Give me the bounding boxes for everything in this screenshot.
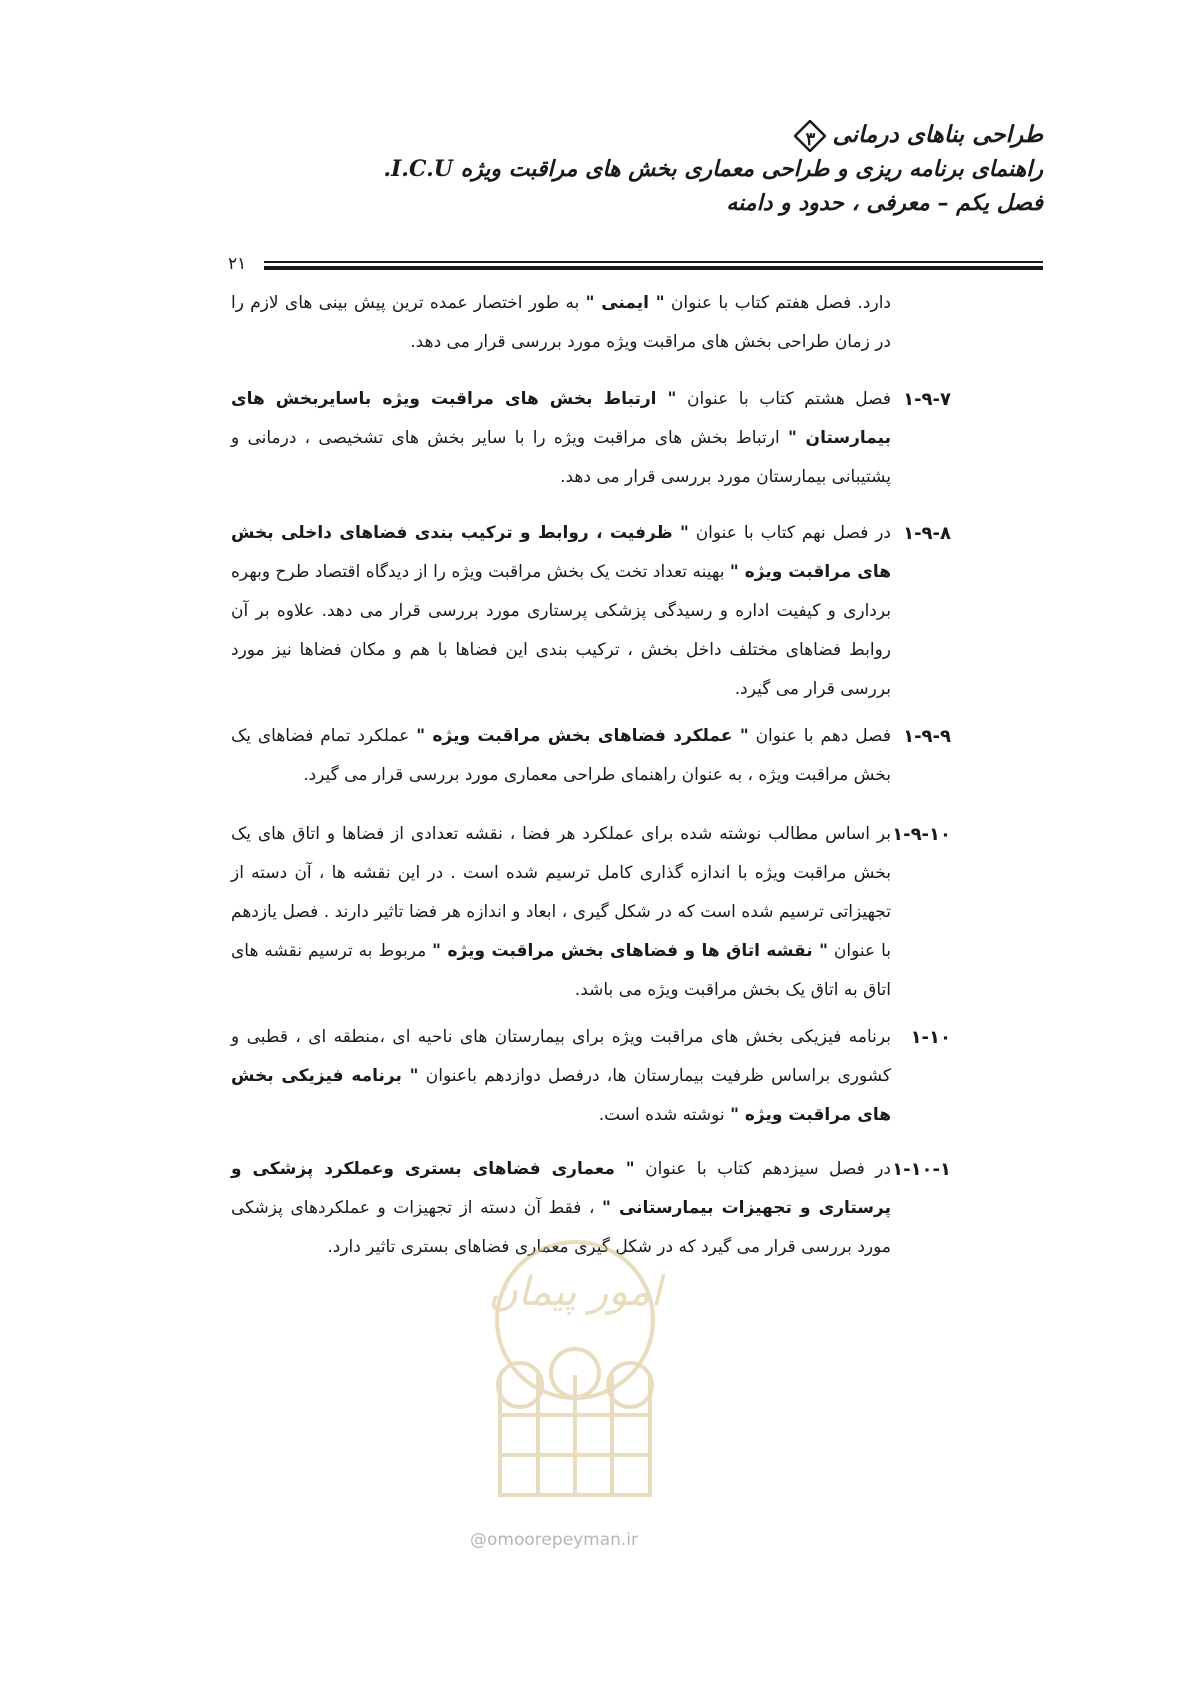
section-number: ۱-۹-۷ xyxy=(903,389,951,410)
watermark-logo xyxy=(460,1225,690,1515)
paragraph-section xyxy=(231,514,891,709)
bold-title-segment: " ظرفیت ، روابط و ترکیب بندی فضاهای داخلی بخش های مراقبت ویژه " xyxy=(231,523,892,582)
text-segment: بهینه تعداد تخت یک بخش مراقبت ویژه را از دیدگاه اقتصاد طرح وبهره برداری و کیفیت اداره و رسیدگی پزشکی پرستاری مورد بررسی قرار می دهد. علاوه بر آن روابط فضاهای مختلف داخل بخش ، ترکیب بندی این فضاها با هم و مکان فضاها نیز مورد بررسی قرار می گیرد. xyxy=(231,562,891,699)
bold-title-segment: " معماری فضاهای بستری وعملکرد پزشکی و پرستاری و تجهیزات بیمارستانی " xyxy=(231,1159,891,1218)
paragraph-section xyxy=(231,815,891,1010)
text-segment: مربوط به ترسیم نقشه های اتاق به اتاق یک بخش مراقبت ویژه می باشد. xyxy=(231,941,891,1000)
volume-number: ۳ xyxy=(805,129,816,150)
text-segment: به طور اختصار عمده ترین پیش بینی های لازم را در زمان طراحی بخش های مراقبت ویژه مورد بررسی قرار می دهد. xyxy=(231,293,891,352)
chapter-title: معرفی ، حدود و دامنه xyxy=(726,190,930,216)
series-title-line xyxy=(383,118,1043,152)
chapter-dash: – xyxy=(929,190,949,216)
text-segment: ، فقط آن دسته از تجهیزات و عملکردهای پزشکی مورد بررسی قرار می گیرد که در شکل گیری معماری فضاهای بستری تاثیر دارد. xyxy=(231,1198,891,1257)
text-segment: فصل دهم با عنوان xyxy=(748,726,891,746)
paragraph-section xyxy=(231,380,891,497)
text-segment: ارتباط بخش های مراقبت ویژه را با سایر بخش های تشخیصی ، درمانی و پشتیبانی بیمارستان مورد بررسی قرار می دهد. xyxy=(231,428,891,487)
chapter-label: فصل یکم xyxy=(956,190,1043,216)
section-number: ۱-۱۰ xyxy=(910,1027,951,1048)
section-number: ۱-۹-۱۰ xyxy=(892,824,951,845)
bold-title-segment: " عملکرد فضاهای بخش مراقبت ویژه " xyxy=(416,726,749,746)
bold-title-segment: " ایمنی " xyxy=(585,293,665,313)
volume-diamond-badge xyxy=(794,120,826,152)
section-number: ۱-۱۰-۱ xyxy=(892,1159,951,1180)
text-segment: فصل هشتم کتاب با عنوان xyxy=(676,389,892,409)
text-segment: در فصل سیزدهم کتاب با عنوان xyxy=(634,1159,891,1179)
text-segment: در فصل نهم کتاب با عنوان xyxy=(688,523,891,543)
watermark-site: @omoorepeyman.ir xyxy=(470,1530,639,1550)
bold-title-segment: " برنامه فیزیکی بخش های مراقبت ویژه " xyxy=(231,1066,891,1125)
paragraph-section xyxy=(231,1018,891,1135)
text-segment: بر اساس مطالب نوشته شده برای عملکرد هر فضا ، نقشه تعدادی از فضاها و اتاق های یک بخش مراقبت ویژه با اندازه گذاری کامل ترسیم شده است . در این نقشه ها ، آن دسته از تجهیزاتی ترسیم شده است که در شکل گیری ، ابعاد و اندازه هر فضا تاثیر دارند . فصل یازدهم با عنوان xyxy=(231,824,892,961)
running-header xyxy=(383,118,1043,220)
section-number: ۱-۹-۹ xyxy=(903,726,951,747)
text-segment: نوشته شده است. xyxy=(598,1105,731,1125)
rule-thin xyxy=(264,261,1043,263)
watermark-logo-text: امور پیمان xyxy=(488,1269,662,1315)
bold-title-segment: " ارتباط بخش های مراقبت ویژه باسایربخش های بیمارستان " xyxy=(231,389,891,448)
section-number: ۱-۹-۸ xyxy=(903,523,951,544)
paragraph-intro xyxy=(231,284,891,362)
text-segment: عملکرد تمام فضاهای یک بخش مراقبت ویژه ، به عنوان راهنمای طراحی معماری مورد بررسی قرار می گیرد. xyxy=(231,726,891,785)
series-title: طراحی بناهای درمانی xyxy=(832,121,1043,148)
text-segment: دارد. فصل هفتم کتاب با عنوان xyxy=(664,293,891,313)
chapter-line xyxy=(383,186,1043,220)
header-rule xyxy=(228,254,1043,278)
book-title: راهنمای برنامه ریزی و طراحی معماری بخش های مراقبت ویژه I.C.U. xyxy=(383,156,1043,182)
text-segment: برنامه فیزیکی بخش های مراقبت ویژه برای بیمارستان های ناحیه ای ،منطقه ای ، قطبی و کشوری براساس ظرفیت بیمارستان ها، درفصل دوازدهم باعنوان xyxy=(231,1027,891,1086)
paragraph-section xyxy=(231,717,891,795)
page-number: ۲۱ xyxy=(228,254,247,274)
rule-thick xyxy=(264,266,1043,270)
bold-title-segment: " نقشه اتاق ها و فضاهای بخش مراقبت ویژه " xyxy=(432,941,828,961)
